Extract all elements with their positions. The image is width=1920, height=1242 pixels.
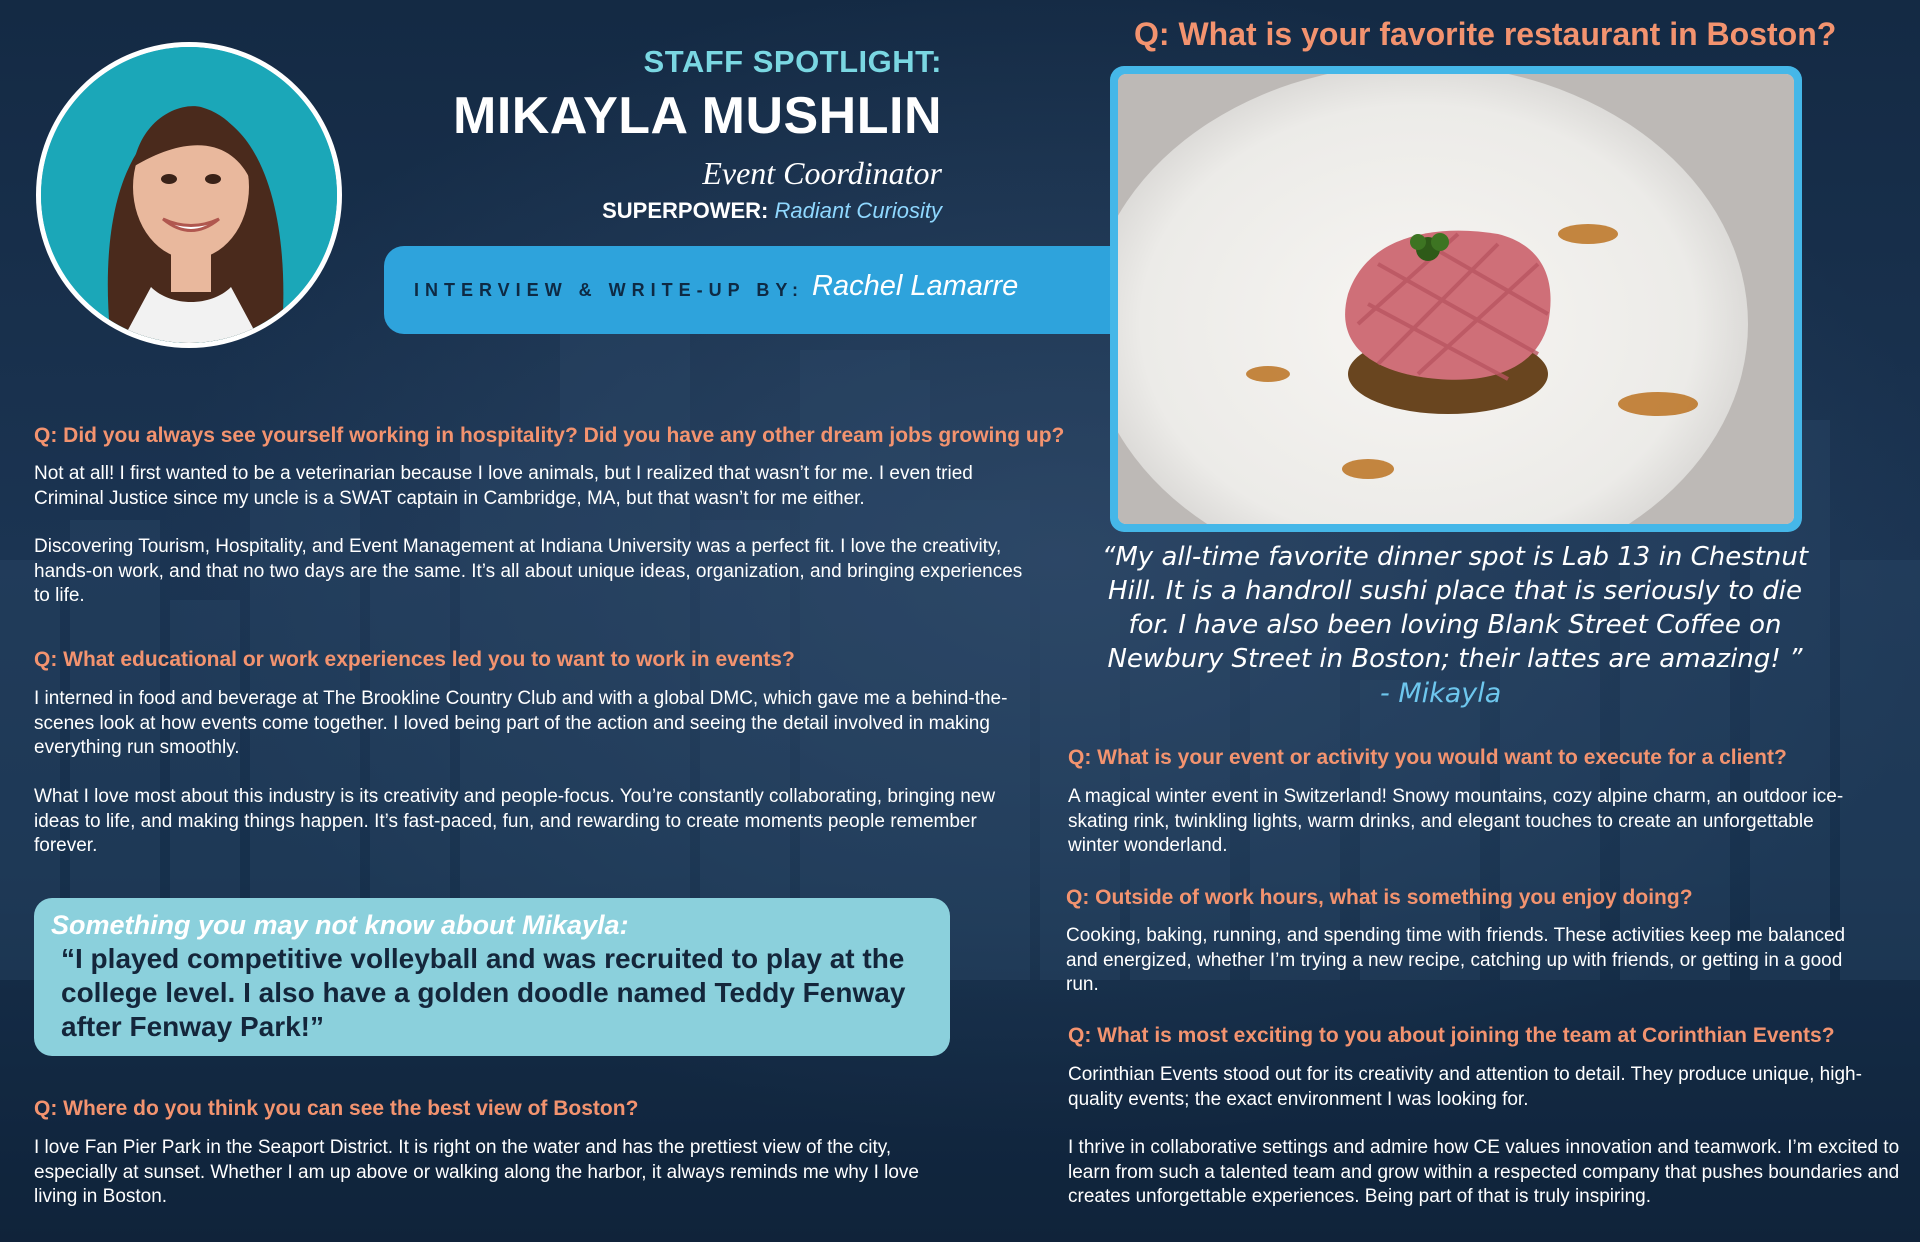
staff-role: Event Coordinator xyxy=(702,155,942,191)
sushi-photo xyxy=(1118,74,1794,524)
question-best-view: Q: Where do you think you can see the best view of Boston? xyxy=(34,1097,639,1120)
superpower-label: SUPERPOWER: xyxy=(602,198,769,223)
fun-fact-text: “I played competitive volleyball and was recruited to play at the college level. I also have a golden doodle named Teddy Fenway after Fenway Park!” xyxy=(61,943,906,1042)
fun-fact-box xyxy=(34,898,950,1056)
answer-best-view: I love Fan Pier Park in the Seaport District. It is right on the water and has the prettiest view of the city, especially at sunset. Whether I am up above or walking along the harbor, it always reminds me why I love living in Boston. xyxy=(34,1137,919,1207)
superpower-line xyxy=(602,198,942,224)
fun-fact-title: Something you may not know about Mikayla: xyxy=(51,910,629,940)
superpower-value: Radiant Curiosity xyxy=(774,198,942,223)
answer-free-time: Cooking, baking, running, and spending time with friends. These activities keep me balanced and energized, whether I’m trying a new recipe, catching up with friends, or getting in a good run. xyxy=(1066,925,1846,995)
question-joining-team: Q: What is most exciting to you about joining the team at Corinthian Events? xyxy=(1068,1024,1835,1047)
question-dream-event: Q: What is your event or activity you would want to execute for a client? xyxy=(1068,746,1787,769)
favorite-restaurant-quote: “My all-time favorite dinner spot is Lab 13 in Chestnut Hill. It is a handroll sushi place that is seriously to die for. I have also been loving Blank Street Coffee on Newbury Street in Boston; their lattes are amazing! ” xyxy=(1101,542,1809,674)
byline-label: INTERVIEW & WRITE-UP BY: xyxy=(414,280,805,300)
answer-dream-jobs-1: Not at all! I first wanted to be a veterinarian because I love animals, but I realized that wasn’t for me. I even tried Criminal Justice since my uncle is a SWAT captain in Cambridge, MA, but that wasn’t for me either. xyxy=(34,463,973,509)
byline-name: Rachel Lamarre xyxy=(812,270,1019,302)
spotlight-kicker: STAFF SPOTLIGHT: xyxy=(643,44,942,79)
answer-joining-team-1: Corinthian Events stood out for its creativity and attention to detail. They produce unique, high-quality events; the exact environment I was looking for. xyxy=(1068,1064,1862,1110)
answer-dream-jobs-2: Discovering Tourism, Hospitality, and Event Management at Indiana University was a perfect fit. I love the creativity, hands-on work, and that no two days are the same. It’s all about unique ideas, organization, and bringing experiences to life. xyxy=(34,536,1023,606)
answer-dream-event: A magical winter event in Switzerland! Snowy mountains, cozy alpine charm, an outdoor ice-skating rink, twinkling lights, warm drinks, and elegant touches to create an unforgettable winter wonderland. xyxy=(1068,786,1844,856)
answer-joining-team-2: I thrive in collaborative settings and admire how CE values innovation and teamwork. I’m excited to learn from such a talented team and grow within a respected company that pushes boundaries and creates unforgettable experiences. Being part of that is truly inspiring. xyxy=(1068,1137,1900,1207)
byline-banner xyxy=(384,246,1124,334)
question-experiences: Q: What educational or work experiences led you to want to work in events? xyxy=(34,648,795,671)
question-dream-jobs: Q: Did you always see yourself working in hospitality? Did you have any other dream jobs growing up? xyxy=(34,424,1065,447)
quote-attribution: - Mikayla xyxy=(1380,678,1502,709)
answer-experiences-1: I interned in food and beverage at The Brookline Country Club and with a global DMC, which gave me a behind-the-scenes look at how events come together. I loved being part of the action and seeing the detail involved in making everything run smoothly. xyxy=(34,688,1008,758)
profile-photo xyxy=(36,42,342,348)
question-free-time: Q: Outside of work hours, what is something you enjoy doing? xyxy=(1066,886,1693,909)
answer-experiences-2: What I love most about this industry is its creativity and people-focus. You’re constantly collaborating, bringing new ideas to life, and making things happen. It’s fast-paced, fun, and rewarding to create moments people remember forever. xyxy=(34,786,996,856)
restaurant-question: Q: What is your favorite restaurant in Boston? xyxy=(1134,16,1837,52)
staff-name: MIKAYLA MUSHLIN xyxy=(453,87,942,145)
food-photo-frame xyxy=(1110,66,1802,532)
